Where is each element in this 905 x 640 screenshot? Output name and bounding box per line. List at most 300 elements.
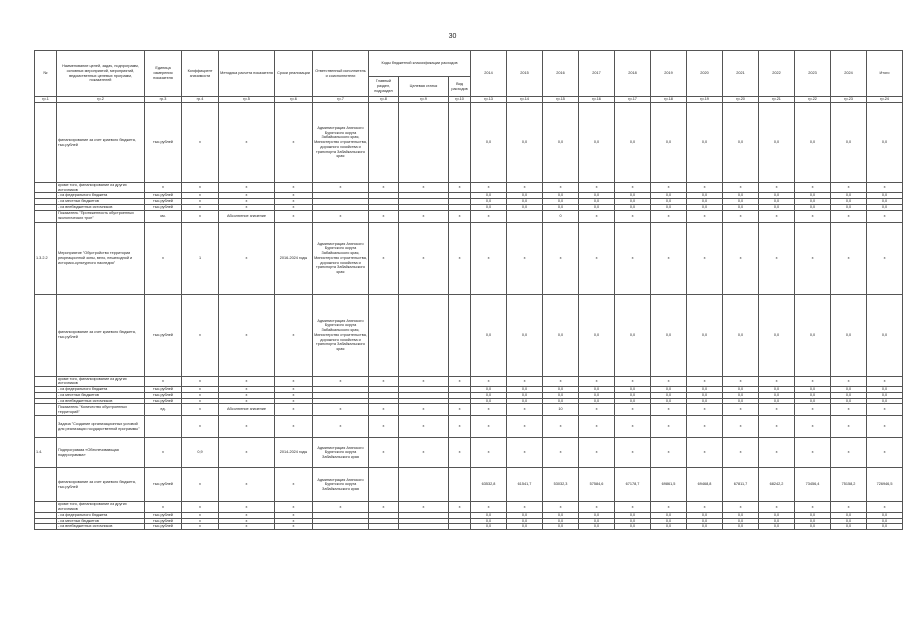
table-cell: тыс.рублей bbox=[145, 468, 182, 502]
table-cell: х bbox=[275, 416, 313, 438]
table-cell: 0,0 bbox=[831, 199, 867, 205]
table-cell: тыс.рублей bbox=[145, 398, 182, 404]
table-cell: х bbox=[867, 222, 903, 294]
table-cell: х bbox=[219, 294, 275, 376]
table-cell: х bbox=[543, 376, 579, 386]
table-cell: 0,0 bbox=[615, 204, 651, 210]
table-cell: х bbox=[219, 398, 275, 404]
table-cell: х bbox=[219, 502, 275, 512]
table-cell: х bbox=[219, 392, 275, 398]
table-cell: Администрация Агинского Бурятского округа Забайкальского края bbox=[313, 468, 369, 502]
table-cell: х bbox=[543, 502, 579, 512]
row-number-cell bbox=[35, 183, 57, 193]
table-cell: 0,0 bbox=[795, 387, 831, 393]
table-cell: 57584,6 bbox=[579, 468, 615, 502]
table-cell: 0,0 bbox=[471, 199, 507, 205]
row-number-cell: 1.4. bbox=[35, 438, 57, 468]
table-cell: х bbox=[795, 210, 831, 222]
table-cell: х bbox=[369, 502, 399, 512]
table-cell: 0,0 bbox=[867, 204, 903, 210]
table-cell: 0,0 bbox=[507, 392, 543, 398]
table-cell: 0,0 bbox=[543, 512, 579, 518]
table-cell: 0,0 bbox=[615, 193, 651, 199]
table-cell: 0,0 bbox=[615, 524, 651, 530]
table-cell: х bbox=[182, 518, 219, 524]
table-cell: х bbox=[867, 376, 903, 386]
table-cell bbox=[399, 103, 449, 183]
table-cell: х bbox=[399, 222, 449, 294]
table-cell: х bbox=[687, 222, 723, 294]
table-cell: 0,0 bbox=[471, 398, 507, 404]
table-cell: х bbox=[579, 502, 615, 512]
column-number: гр.9 bbox=[399, 97, 449, 103]
header-year: 2018 bbox=[615, 51, 651, 97]
table-cell: 0,0 bbox=[687, 103, 723, 183]
table-cell: х bbox=[449, 502, 471, 512]
table-cell: 0,0 bbox=[867, 103, 903, 183]
table-cell: 0,0 bbox=[615, 518, 651, 524]
table-cell: х bbox=[795, 222, 831, 294]
table-cell: х bbox=[795, 183, 831, 193]
table-cell: х bbox=[507, 438, 543, 468]
table-cell: х bbox=[275, 387, 313, 393]
table-cell: х bbox=[145, 376, 182, 386]
table-cell: 0,0 bbox=[579, 204, 615, 210]
table-cell: х bbox=[759, 502, 795, 512]
table-cell: 0,0 bbox=[579, 387, 615, 393]
table-cell: х bbox=[219, 416, 275, 438]
table-cell: х bbox=[145, 438, 182, 468]
column-number: гр.16 bbox=[579, 97, 615, 103]
table-cell: х bbox=[723, 404, 759, 416]
table-cell: х bbox=[831, 502, 867, 512]
table-cell: 726946,5 bbox=[867, 468, 903, 502]
header-year: 2017 bbox=[579, 51, 615, 97]
table-cell: х bbox=[219, 387, 275, 393]
header-year: 2014 bbox=[471, 51, 507, 97]
table-cell: 0,0 bbox=[759, 199, 795, 205]
table-cell: х bbox=[182, 183, 219, 193]
table-cell: 61541,7 bbox=[507, 468, 543, 502]
table-cell: х bbox=[275, 199, 313, 205]
table-cell: х bbox=[867, 210, 903, 222]
table-cell: х bbox=[182, 398, 219, 404]
table-cell: 0,0 bbox=[579, 294, 615, 376]
column-number: гр.4 bbox=[182, 97, 219, 103]
table-cell: х bbox=[449, 438, 471, 468]
table-cell: х bbox=[275, 210, 313, 222]
header-num: № bbox=[35, 51, 57, 97]
table-cell: х bbox=[723, 416, 759, 438]
table-cell: 0,0 bbox=[795, 199, 831, 205]
table-cell: х bbox=[471, 404, 507, 416]
table-cell: 0,0 bbox=[795, 103, 831, 183]
table-cell: 0,0 bbox=[471, 204, 507, 210]
table-cell: 0,0 bbox=[759, 398, 795, 404]
table-cell: х bbox=[507, 404, 543, 416]
table-cell: х bbox=[399, 502, 449, 512]
table-cell bbox=[507, 210, 543, 222]
table-cell: х bbox=[313, 502, 369, 512]
table-cell: х bbox=[507, 416, 543, 438]
table-cell: 67178,7 bbox=[615, 468, 651, 502]
table-cell: х bbox=[687, 502, 723, 512]
table-cell: х bbox=[275, 294, 313, 376]
table-cell: 0,0 bbox=[723, 524, 759, 530]
table-cell: х bbox=[369, 210, 399, 222]
table-cell: 0,0 bbox=[543, 204, 579, 210]
table-cell: 0,0 bbox=[687, 392, 723, 398]
table-cell: х bbox=[723, 183, 759, 193]
table-cell: 0,0 bbox=[507, 103, 543, 183]
table-cell: 0,0 bbox=[723, 199, 759, 205]
row-number-cell bbox=[35, 502, 57, 512]
page-number: 30 bbox=[448, 33, 457, 40]
table-cell: х bbox=[831, 183, 867, 193]
table-cell: 0,0 bbox=[723, 387, 759, 393]
table-row bbox=[35, 468, 903, 502]
table-cell: х bbox=[723, 502, 759, 512]
table-cell: х bbox=[831, 438, 867, 468]
table-cell: х bbox=[579, 210, 615, 222]
table-cell: 0,0 bbox=[723, 518, 759, 524]
table-cell: х bbox=[795, 438, 831, 468]
table-cell bbox=[369, 468, 399, 502]
table-cell: х bbox=[759, 183, 795, 193]
table-cell: х bbox=[275, 376, 313, 386]
table-cell: тыс.рублей bbox=[145, 512, 182, 518]
row-name-cell: финансирование за счет краевого бюджета, тыс.рублей bbox=[57, 294, 145, 376]
row-name-cell: - из местных бюджетов bbox=[57, 199, 145, 205]
table-cell: х bbox=[182, 387, 219, 393]
table-cell: 0,0 bbox=[831, 524, 867, 530]
table-cell: х bbox=[219, 518, 275, 524]
table-cell: 0,0 bbox=[651, 524, 687, 530]
table-cell bbox=[449, 294, 471, 376]
table-cell: х bbox=[182, 376, 219, 386]
column-number: гр.22 bbox=[795, 97, 831, 103]
table-cell: 0,0 bbox=[795, 398, 831, 404]
table-cell: х bbox=[369, 438, 399, 468]
column-number: гр.21 bbox=[759, 97, 795, 103]
table-cell: х bbox=[615, 416, 651, 438]
row-name-cell: - из федерального бюджета bbox=[57, 512, 145, 518]
table-cell: х bbox=[182, 392, 219, 398]
row-name-cell: Задача "Создание организационных условий для реализации государственной программы" bbox=[57, 416, 145, 438]
table-cell: х bbox=[275, 518, 313, 524]
table-cell: х bbox=[182, 199, 219, 205]
table-cell: 0,0 bbox=[795, 294, 831, 376]
table-cell: х bbox=[579, 438, 615, 468]
table-row bbox=[35, 438, 903, 468]
table-cell: 0,0 bbox=[615, 294, 651, 376]
table-cell: х bbox=[579, 376, 615, 386]
row-number-cell: 1.3.2.2 bbox=[35, 222, 57, 294]
table-cell: 1 bbox=[182, 222, 219, 294]
table-cell: 2016-2024 годы bbox=[275, 222, 313, 294]
table-cell: Администрация Агинского Бурятского округа Забайкальского края, Министерство строительства, дорожного хозяйства и транспорта Забайкальского края bbox=[313, 222, 369, 294]
row-number-cell bbox=[35, 210, 57, 222]
table-cell: Администрация Агинского Бурятского округа Забайкальского края bbox=[313, 438, 369, 468]
table-cell: х bbox=[651, 210, 687, 222]
column-number: гр.15 bbox=[543, 97, 579, 103]
table-cell: х bbox=[831, 376, 867, 386]
table-cell: х bbox=[399, 416, 449, 438]
row-number-cell bbox=[35, 294, 57, 376]
table-cell: х bbox=[369, 404, 399, 416]
table-cell: 0,9 bbox=[182, 438, 219, 468]
table-cell: 0 bbox=[543, 210, 579, 222]
table-cell: х bbox=[615, 404, 651, 416]
table-row bbox=[35, 183, 903, 193]
table-cell: 0,0 bbox=[579, 392, 615, 398]
table-cell: х bbox=[471, 222, 507, 294]
table-cell: 0,0 bbox=[687, 398, 723, 404]
table-cell: х bbox=[275, 404, 313, 416]
table-cell: 0,0 bbox=[579, 103, 615, 183]
table-cell: х bbox=[723, 438, 759, 468]
table-cell: х bbox=[313, 416, 369, 438]
header-year: 2022 bbox=[759, 51, 795, 97]
table-cell: х bbox=[615, 222, 651, 294]
table-cell: х bbox=[219, 376, 275, 386]
row-name-cell: Показатель "Количество обустроенных территорий" bbox=[57, 404, 145, 416]
table-cell: 0,0 bbox=[867, 193, 903, 199]
table-cell: тыс.рублей bbox=[145, 204, 182, 210]
table-cell: тыс.рублей bbox=[145, 294, 182, 376]
table-cell: х bbox=[867, 416, 903, 438]
table-cell: 0,0 bbox=[615, 392, 651, 398]
row-number-cell bbox=[35, 376, 57, 386]
table-cell: х bbox=[182, 468, 219, 502]
column-number: гр.10 bbox=[449, 97, 471, 103]
table-cell: ед. bbox=[145, 404, 182, 416]
table-cell bbox=[399, 468, 449, 502]
table-cell: х bbox=[219, 204, 275, 210]
table-cell: х bbox=[687, 210, 723, 222]
table-cell: 0,0 bbox=[831, 398, 867, 404]
table-cell: х bbox=[723, 210, 759, 222]
table-cell: х bbox=[651, 183, 687, 193]
table-cell: 0,0 bbox=[759, 518, 795, 524]
header-coef: Коэффициент значимости bbox=[182, 51, 219, 97]
table-cell: 0,0 bbox=[759, 387, 795, 393]
table-cell: х bbox=[651, 222, 687, 294]
table-cell: 75158,2 bbox=[831, 468, 867, 502]
table-cell: 0,0 bbox=[723, 193, 759, 199]
column-number: гр.8 bbox=[369, 97, 399, 103]
table-cell: х bbox=[275, 392, 313, 398]
table-cell: 0,0 bbox=[651, 387, 687, 393]
table-cell: х bbox=[831, 416, 867, 438]
table-cell: 0,0 bbox=[471, 392, 507, 398]
table-cell: х bbox=[275, 193, 313, 199]
table-cell: х bbox=[687, 376, 723, 386]
table-cell: х bbox=[182, 512, 219, 518]
table-cell: х bbox=[759, 438, 795, 468]
header-name: Наименование целей, задач, подпрограмм, основных мероприятий, мероприятий, ведомственных целевых программ, показателей bbox=[57, 51, 145, 97]
table-cell: х bbox=[219, 103, 275, 183]
table-cell: х bbox=[759, 210, 795, 222]
table-cell: х bbox=[543, 183, 579, 193]
table-row bbox=[35, 502, 903, 512]
table-cell: 0,0 bbox=[723, 294, 759, 376]
row-name-cell: - из внебюджетных источников bbox=[57, 398, 145, 404]
table-cell: х bbox=[687, 438, 723, 468]
table-cell: 0,0 bbox=[831, 193, 867, 199]
table-cell: х bbox=[275, 398, 313, 404]
table-cell: 0,0 bbox=[471, 512, 507, 518]
header-executor: Ответственный исполнитель и соисполнители bbox=[313, 51, 369, 97]
table-cell: 0,0 bbox=[507, 204, 543, 210]
table-cell: 0,0 bbox=[795, 518, 831, 524]
table-cell: 0,0 bbox=[651, 103, 687, 183]
table-cell: х bbox=[507, 222, 543, 294]
row-name-cell: - из внебюджетных источников bbox=[57, 204, 145, 210]
table-cell: х bbox=[795, 416, 831, 438]
table-cell: х bbox=[275, 524, 313, 530]
table-cell: тыс.рублей bbox=[145, 387, 182, 393]
table-cell: 0,0 bbox=[759, 204, 795, 210]
table-cell: х bbox=[759, 376, 795, 386]
row-name-cell: - из внебюджетных источников bbox=[57, 524, 145, 530]
table-cell: х bbox=[867, 502, 903, 512]
row-number-cell bbox=[35, 103, 57, 183]
table-cell: х bbox=[313, 210, 369, 222]
table-cell: тыс.рублей bbox=[145, 193, 182, 199]
table-cell: тыс.рублей bbox=[145, 392, 182, 398]
table-cell: х bbox=[759, 222, 795, 294]
table-cell: 0,0 bbox=[543, 524, 579, 530]
table-cell: х bbox=[543, 416, 579, 438]
table-cell: х bbox=[867, 438, 903, 468]
table-cell: 0,0 bbox=[723, 204, 759, 210]
table-row bbox=[35, 416, 903, 438]
table-cell: 0,0 bbox=[831, 518, 867, 524]
header-year: 2020 bbox=[687, 51, 723, 97]
table-cell: х bbox=[449, 183, 471, 193]
table-cell: 0,0 bbox=[543, 392, 579, 398]
table-cell: х bbox=[867, 183, 903, 193]
table-cell: х bbox=[687, 416, 723, 438]
table-cell: 0,0 bbox=[795, 204, 831, 210]
table-cell: 0,0 bbox=[471, 103, 507, 183]
table-cell: х bbox=[313, 183, 369, 193]
table-cell: 0,0 bbox=[579, 524, 615, 530]
table-cell: х bbox=[471, 502, 507, 512]
table-cell bbox=[399, 524, 449, 530]
table-cell: 0,0 bbox=[651, 518, 687, 524]
table-cell: х bbox=[182, 502, 219, 512]
table-cell: Абсолютное значение bbox=[219, 210, 275, 222]
column-number: гр.7 bbox=[313, 97, 369, 103]
table-cell: 69468,8 bbox=[687, 468, 723, 502]
table-cell: х bbox=[219, 438, 275, 468]
table-cell: х bbox=[651, 438, 687, 468]
table-cell: х bbox=[275, 103, 313, 183]
table-cell: х bbox=[723, 222, 759, 294]
table-cell: х bbox=[219, 199, 275, 205]
table-cell: 0,0 bbox=[579, 512, 615, 518]
row-name-cell: - из федерального бюджета bbox=[57, 387, 145, 393]
table-cell: х bbox=[471, 376, 507, 386]
table-cell: 0,0 bbox=[867, 512, 903, 518]
table-row bbox=[35, 404, 903, 416]
table-cell: 0,0 bbox=[867, 398, 903, 404]
table-cell: тыс.рублей bbox=[145, 524, 182, 530]
header-budget-codes: Коды бюджетной классификации расходов bbox=[369, 51, 471, 77]
table-cell: 0,0 bbox=[579, 398, 615, 404]
table-cell: 0,0 bbox=[759, 512, 795, 518]
table-cell: 0,0 bbox=[543, 294, 579, 376]
table-cell: х bbox=[449, 222, 471, 294]
table-cell: 0,0 bbox=[867, 518, 903, 524]
table-cell: х bbox=[399, 404, 449, 416]
table-cell: 0,0 bbox=[723, 392, 759, 398]
table-cell: 0,0 bbox=[831, 387, 867, 393]
table-cell: х bbox=[449, 376, 471, 386]
table-cell: х bbox=[275, 204, 313, 210]
table-cell: 0,0 bbox=[507, 193, 543, 199]
table-cell: 0,0 bbox=[471, 387, 507, 393]
table-cell: 0,0 bbox=[759, 392, 795, 398]
table-row bbox=[35, 376, 903, 386]
table-cell: х bbox=[471, 438, 507, 468]
table-cell: 0,0 bbox=[507, 387, 543, 393]
table-cell: х bbox=[182, 193, 219, 199]
table-cell: х bbox=[275, 512, 313, 518]
table-cell: 0,0 bbox=[507, 398, 543, 404]
table-cell bbox=[369, 524, 399, 530]
table-cell: Администрация Агинского Бурятского округа Забайкальского края, Министерство строительства, дорожного хозяйства и транспорта Забайкальского края bbox=[313, 294, 369, 376]
table-cell: х bbox=[182, 210, 219, 222]
row-name-cell: кроме того, финансирование из других источников bbox=[57, 376, 145, 386]
table-cell: 0,0 bbox=[759, 193, 795, 199]
table-cell: тыс.рублей bbox=[145, 103, 182, 183]
table-cell: 0,0 bbox=[831, 392, 867, 398]
table-cell: х bbox=[449, 210, 471, 222]
column-number: гр.18 bbox=[651, 97, 687, 103]
table-cell: Абсолютное значение bbox=[219, 404, 275, 416]
table-cell: 0,0 bbox=[579, 193, 615, 199]
row-number-cell bbox=[35, 468, 57, 502]
header-year: 2015 bbox=[507, 51, 543, 97]
table-cell: х bbox=[182, 404, 219, 416]
table-row bbox=[35, 222, 903, 294]
row-number-cell bbox=[35, 416, 57, 438]
table-cell: х bbox=[615, 502, 651, 512]
table-cell: 0,0 bbox=[651, 294, 687, 376]
table-cell: х bbox=[449, 404, 471, 416]
table-cell: 0,0 bbox=[759, 294, 795, 376]
table-cell bbox=[449, 524, 471, 530]
row-name-cell: Мероприятие "Обустройство территории рекреационной зоны, вело, пешеходной и историко-культурного наследия" bbox=[57, 222, 145, 294]
table-cell: 0,0 bbox=[471, 294, 507, 376]
table-cell: 0,0 bbox=[867, 294, 903, 376]
table-cell: тыс.рублей bbox=[145, 199, 182, 205]
table-cell bbox=[449, 468, 471, 502]
table-cell: 0,0 bbox=[615, 512, 651, 518]
table-cell: х bbox=[145, 502, 182, 512]
table-cell: 0,0 bbox=[867, 199, 903, 205]
table-cell: х bbox=[182, 524, 219, 530]
table-cell: 0,0 bbox=[651, 193, 687, 199]
table-cell: х bbox=[219, 183, 275, 193]
table-cell: х bbox=[651, 416, 687, 438]
column-number: гр.14 bbox=[507, 97, 543, 103]
table-cell: 0,0 bbox=[687, 387, 723, 393]
table-cell: х bbox=[651, 502, 687, 512]
